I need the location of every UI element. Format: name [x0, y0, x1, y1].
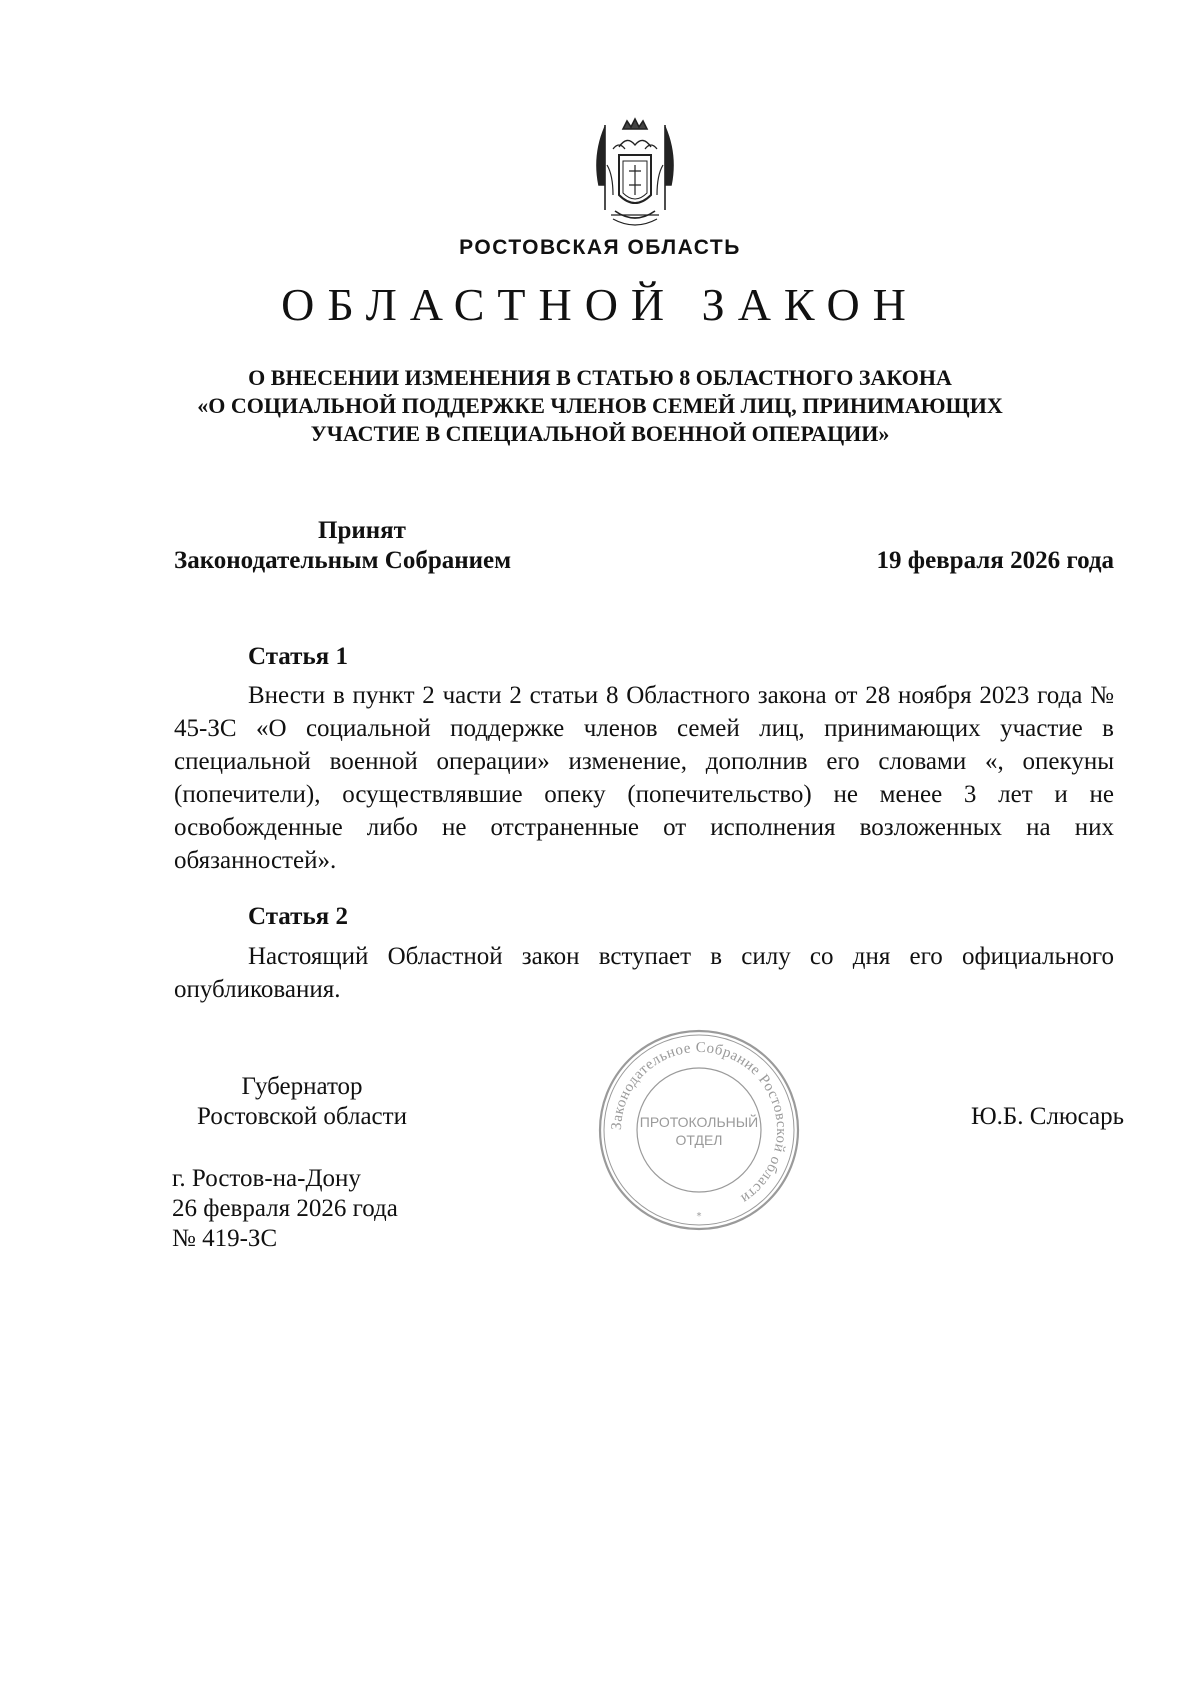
issue-date: 26 февраля 2026 года — [172, 1195, 398, 1222]
adoption-label: Принят — [318, 517, 406, 544]
official-seal-stamp-icon — [596, 1027, 802, 1233]
region-name: РОСТОВСКАЯ ОБЛАСТЬ — [459, 236, 741, 259]
stamp-center-line: ОТДЕЛ — [675, 1132, 723, 1148]
signatory-title-line: Ростовской области — [197, 1103, 407, 1130]
svg-text:*: * — [696, 1211, 702, 1222]
law-subject-line: «О СОЦИАЛЬНОЙ ПОДДЕРЖКЕ ЧЛЕНОВ СЕМЕЙ ЛИЦ, ПРИНИМАЮЩИХ — [197, 393, 1003, 418]
article-1-text: Внести в пункт 2 части 2 статьи 8 Областного закона от 28 ноября 2023 года № 45-ЗС «О социальной поддержке членов семей лиц, принимающих участие в специальной военной операции» изменение, дополнив его словами «, опекуны (попечители), осуществлявшие опеку (попечительство) не менее 3 лет и не освобожденные либо не отстраненные от исполнения возложенных на них обязанностей». — [174, 682, 1114, 874]
adoption-body: Законодательным Собранием — [174, 547, 512, 574]
stamp-ring-text: Законодательное Собрание Ростовской области — [608, 1039, 790, 1207]
law-subject-line: УЧАСТИЕ В СПЕЦИАЛЬНОЙ ВОЕННОЙ ОПЕРАЦИИ» — [310, 421, 890, 446]
adoption-block — [174, 516, 574, 576]
signatory-title-line: Губернатор — [241, 1073, 363, 1100]
signatory-name: Ю.Б. Слюсарь — [970, 1103, 1124, 1130]
signatory-title — [172, 1072, 432, 1132]
law-subject-line: О ВНЕСЕНИИ ИЗМЕНЕНИЯ В СТАТЬЮ 8 ОБЛАСТНОГО ЗАКОНА — [248, 365, 952, 390]
article-2-text: Настоящий Областной закон вступает в силу со дня его официального опубликования. — [174, 943, 1114, 1003]
law-number: № 419-ЗС — [172, 1225, 278, 1252]
adoption-date: 19 февраля 2026 года — [876, 547, 1114, 574]
rostov-oblast-coat-of-arms-icon — [585, 115, 685, 235]
issue-place: г. Ростов-на-Дону — [172, 1165, 361, 1192]
article-1-title: Статья 1 — [248, 643, 348, 670]
issue-details — [172, 1164, 398, 1254]
document-type: ОБЛАСТНОЙ ЗАКОН — [281, 279, 919, 330]
stamp-center-line: ПРОТОКОЛЬНЫЙ — [639, 1114, 759, 1130]
law-subject — [150, 364, 1050, 448]
article-2-title: Статья 2 — [248, 903, 348, 930]
